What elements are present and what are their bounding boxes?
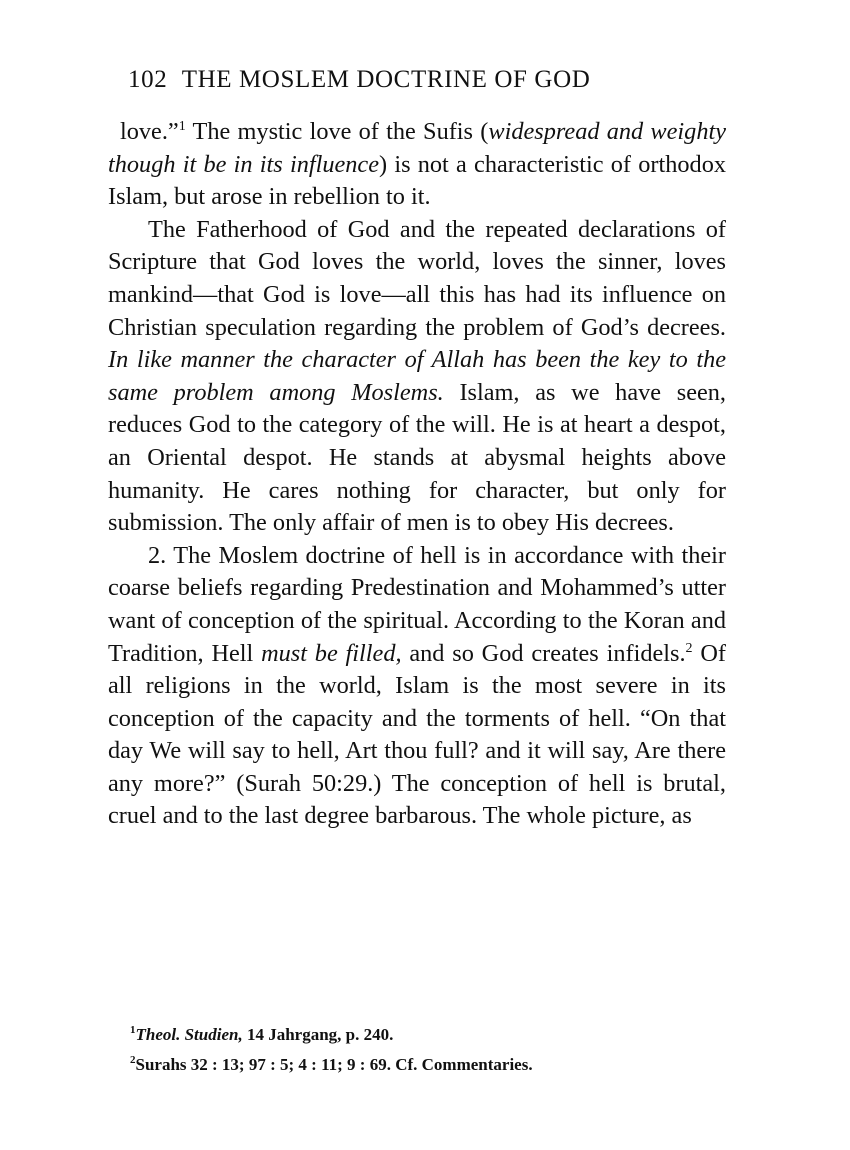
footnote-ref-2: 2 [685, 640, 693, 656]
footnote-2-text: Surahs 32 : 13; 97 : 5; 4 : 11; 9 : 69. Cf. Commentaries. [135, 1055, 533, 1074]
running-header [128, 66, 688, 94]
main-text [108, 116, 726, 833]
footnote-ref-1: 1 [178, 119, 186, 134]
footnote-2 [130, 1050, 730, 1080]
paragraph-1-italic: widespread and weighty though it be in its influence [108, 118, 726, 178]
paragraph-3-italic: must be filled, [261, 639, 402, 667]
paragraph-1-text-b: The mystic love of the Sufis ( [185, 118, 489, 145]
paragraph-2-text-a: The Fatherhood of God and the repeated declarations of Scripture that God loves the world, loves the sinner, loves mankind—that God is love—all this has had its influence on Christian speculation regarding the problem of God’s decrees. [108, 215, 726, 341]
paragraph-2 [108, 214, 726, 540]
paragraph-3-text-b: and so God creates infidels. [401, 639, 686, 667]
footnote-1-text: 14 Jahrgang, p. 240. [242, 1025, 394, 1044]
running-title: THE MOSLEM DOCTRINE OF GOD [181, 66, 591, 93]
paragraph-1 [108, 116, 726, 214]
paragraph-3 [108, 540, 726, 833]
paragraph-1-text-c: ) is not a characteristic of orthodox Islam, but arose in rebellion to it. [108, 150, 726, 211]
footnote-2-mark: 2 [130, 1054, 136, 1066]
paragraph-3-text-c: Of all religions in the world, Islam is the most severe in its conception of the capacity and the torments of hell. “On that day We will say to hell, Art thou full? and it will say, Are there any more?” (Surah 50:29.) The conception of hell is brutal, cruel and to the last degree barbarous. The whole picture, as [108, 639, 726, 830]
footnotes [130, 1020, 730, 1080]
footnote-1-italic: Theol. Studien, [135, 1025, 243, 1044]
paragraph-3-text-a: 2. The Moslem doctrine of hell is in accordance with their coarse beliefs regarding Predestination and Mohammed’s utter want of conception of the spiritual. According to the Koran and Tradition, Hell [108, 541, 726, 667]
paragraph-1-text-a: love.” [120, 118, 179, 145]
footnote-1 [130, 1020, 730, 1050]
footnote-1-mark: 1 [130, 1024, 136, 1036]
page-number: 102 [128, 66, 168, 93]
paragraph-2-text-b: Islam, as we have seen, reduces God to the category of the will. He is at heart a despot, an Oriental despot. He stands at abysmal heights above humanity. He cares nothing for character, but only for submission. The only affair of men is to obey His decrees. [108, 378, 726, 537]
paragraph-2-italic: In like manner the character of Allah has been the key to the same problem among Moslems. [108, 346, 726, 406]
